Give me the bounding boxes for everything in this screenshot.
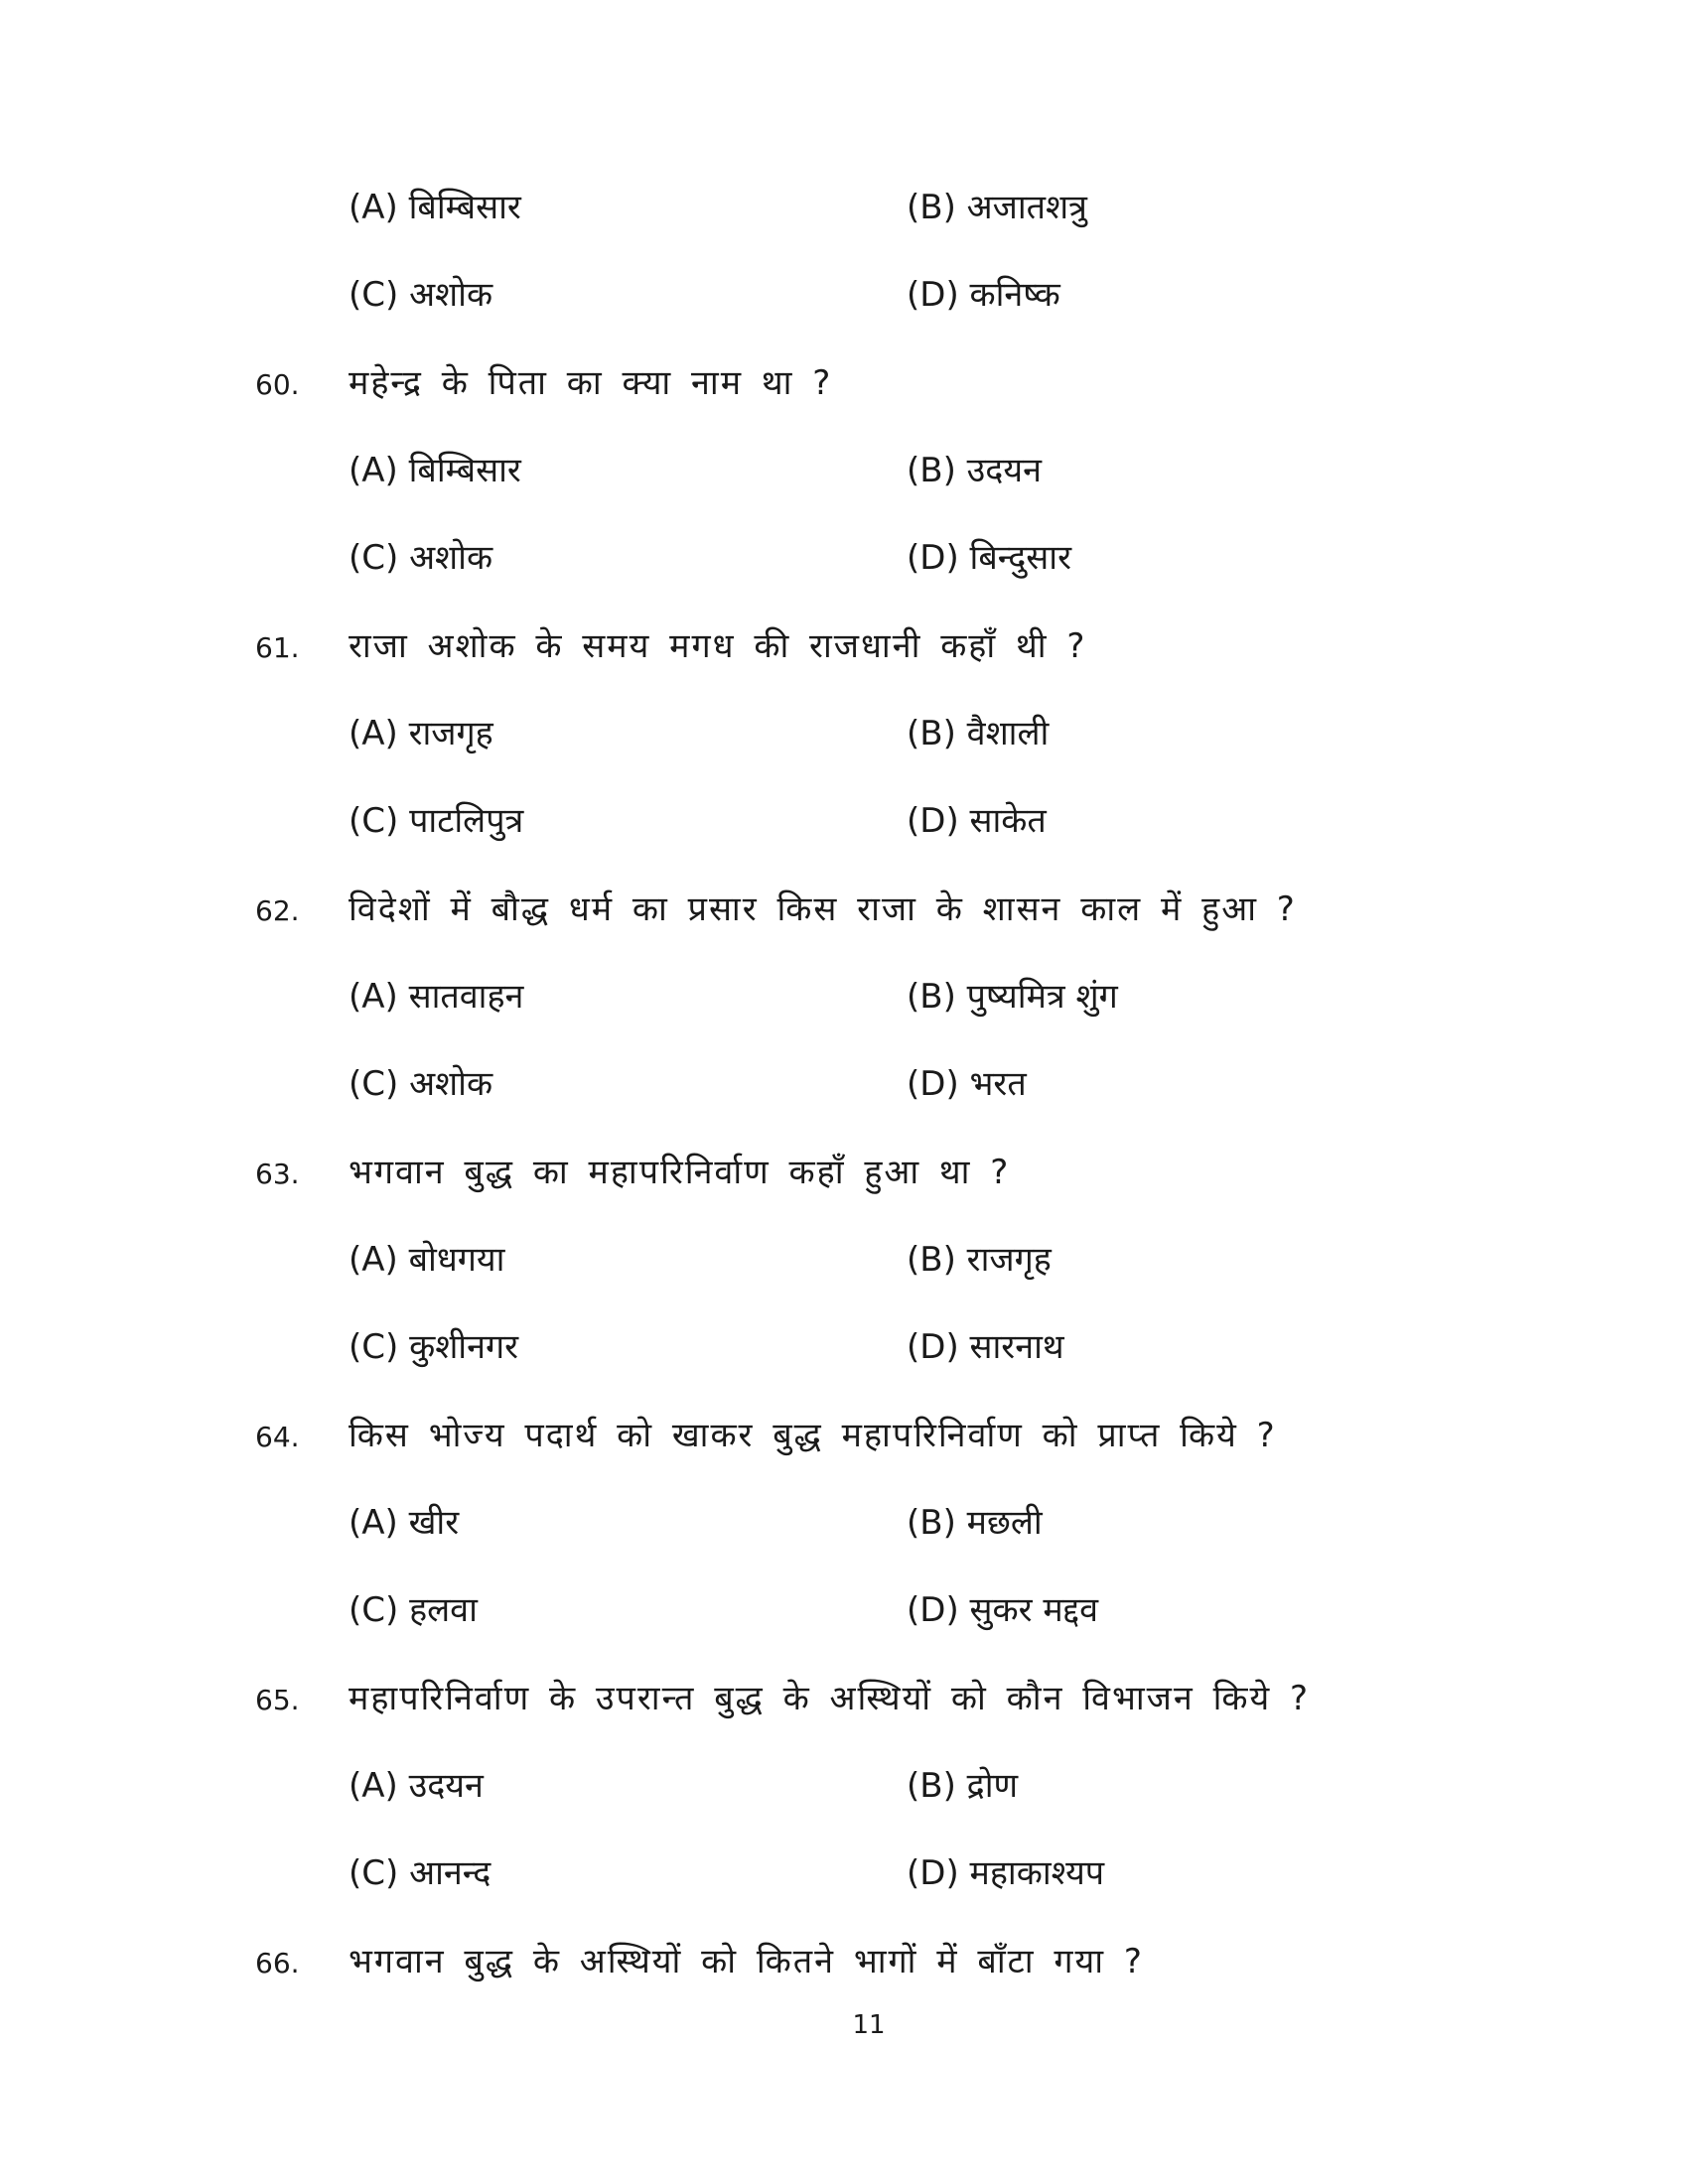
question-66 xyxy=(0,1933,1688,2020)
option-a: (A) बिम्बिसार xyxy=(349,451,521,490)
option-row xyxy=(0,266,1688,353)
question-text: किस भोज्य पदार्थ को खाकर बुद्ध महापरिनिर्वाण को प्राप्त किये ? xyxy=(349,1416,1277,1455)
option-a: (A) बोधगया xyxy=(349,1240,505,1280)
question-number: 66. xyxy=(255,1947,300,1979)
option-row xyxy=(0,529,1688,616)
option-a: (A) राजगृह xyxy=(349,714,493,753)
option-a: (A) उदयन xyxy=(349,1766,484,1806)
continuation-options xyxy=(0,179,1688,353)
question-number: 63. xyxy=(255,1158,300,1190)
option-d: (D) सारनाथ xyxy=(907,1327,1064,1367)
question-62 xyxy=(0,881,1688,1143)
option-row xyxy=(0,1581,1688,1669)
option-b: (B) पुष्यमित्र शुंग xyxy=(907,977,1118,1017)
option-b: (B) अजातशत्रु xyxy=(907,188,1087,227)
question-row xyxy=(0,617,1688,705)
option-d: (D) सुकर मद्दव xyxy=(907,1590,1099,1630)
question-text: महापरिनिर्वाण के उपरान्त बुद्ध के अस्थियों को कौन विभाजन किये ? xyxy=(349,1679,1311,1718)
question-row xyxy=(0,1933,1688,2020)
option-d: (D) भरत xyxy=(907,1064,1027,1104)
question-row xyxy=(0,1670,1688,1757)
option-d: (D) महाकाश्यप xyxy=(907,1853,1105,1893)
question-text: राजा अशोक के समय मगध की राजधानी कहाँ थी ? xyxy=(349,626,1087,666)
option-c: (C) अशोक xyxy=(349,1064,493,1104)
option-d: (D) साकेत xyxy=(907,801,1047,841)
option-row xyxy=(0,1231,1688,1318)
option-row xyxy=(0,1055,1688,1143)
question-63 xyxy=(0,1144,1688,1406)
option-c: (C) हलवा xyxy=(349,1590,478,1630)
question-64 xyxy=(0,1407,1688,1669)
option-b: (B) मछली xyxy=(907,1503,1043,1543)
question-text: विदेशों में बौद्ध धर्म का प्रसार किस राजा के शासन काल में हुआ ? xyxy=(349,889,1297,929)
option-row xyxy=(0,1757,1688,1844)
option-row xyxy=(0,179,1688,266)
question-61 xyxy=(0,617,1688,880)
question-number: 61. xyxy=(255,631,300,664)
option-row xyxy=(0,1318,1688,1406)
question-60 xyxy=(0,354,1688,616)
option-d: (D) बिन्दुसार xyxy=(907,538,1071,578)
option-b: (B) द्रोण xyxy=(907,1766,1019,1806)
option-row xyxy=(0,705,1688,792)
option-c: (C) आनन्द xyxy=(349,1853,492,1893)
page-number: 11 xyxy=(852,2010,886,2040)
question-number: 62. xyxy=(255,894,300,927)
question-row xyxy=(0,354,1688,442)
option-b: (B) वैशाली xyxy=(907,714,1050,753)
option-c: (C) अशोक xyxy=(349,538,493,578)
option-b: (B) उदयन xyxy=(907,451,1042,490)
question-number: 65. xyxy=(255,1684,300,1716)
option-a: (A) बिम्बिसार xyxy=(349,188,521,227)
option-c: (C) कुशीनगर xyxy=(349,1327,519,1367)
question-text: महेन्द्र के पिता का क्या नाम था ? xyxy=(349,363,833,403)
question-row xyxy=(0,881,1688,968)
question-text: भगवान बुद्ध का महापरिनिर्वाण कहाँ हुआ था ? xyxy=(349,1153,1011,1192)
question-text: भगवान बुद्ध के अस्थियों को कितने भागों में बाँटा गया ? xyxy=(349,1942,1144,1981)
option-d: (D) कनिष्क xyxy=(907,275,1060,315)
question-row xyxy=(0,1144,1688,1231)
question-number: 64. xyxy=(255,1421,300,1453)
option-b: (B) राजगृह xyxy=(907,1240,1052,1280)
option-row xyxy=(0,1844,1688,1932)
question-number: 60. xyxy=(255,368,300,401)
option-a: (A) सातवाहन xyxy=(349,977,524,1017)
option-c: (C) पाटलिपुत्र xyxy=(349,801,524,841)
option-a: (A) खीर xyxy=(349,1503,460,1543)
option-row xyxy=(0,968,1688,1055)
option-row xyxy=(0,1494,1688,1581)
option-row xyxy=(0,792,1688,880)
question-row xyxy=(0,1407,1688,1494)
question-65 xyxy=(0,1670,1688,1932)
option-row xyxy=(0,442,1688,529)
option-c: (C) अशोक xyxy=(349,275,493,315)
